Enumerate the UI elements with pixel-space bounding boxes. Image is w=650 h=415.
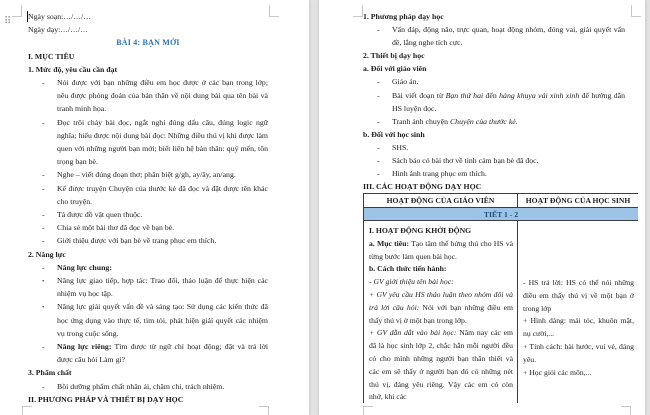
list-item: - Năng lực chung: <box>28 261 268 274</box>
page-canvas-left[interactable] <box>0 0 309 415</box>
list-item: - Đọc trôi chảy bài đọc, ngắt nghỉ đúng dấu câu, đúng logic ngữ nghĩa; hiểu được nội dung bài đọc: Những điều thú vị khi được làm quen với những người bạn mới; biết liên hệ bản thân: quý mến, tôn trọng bạn bè. <box>42 117 268 167</box>
activity-table-region <box>363 193 638 403</box>
margin-mark-bottom-left-icon <box>363 406 373 415</box>
dash-bullet-icon: - <box>42 236 45 246</box>
margin-mark-top-left-icon <box>353 5 363 17</box>
list-item: - Giáo án. <box>363 75 625 88</box>
dash-bullet-icon: - <box>42 170 45 180</box>
dash-bullet-icon: - <box>377 90 380 100</box>
pham-chat-heading: 3. Phẩm chất <box>28 368 72 378</box>
dash-bullet-icon: - <box>377 77 380 87</box>
list-item: - Giới thiệu được với bạn bè về trang phục em thích. <box>28 234 268 247</box>
list-item: - Bồi dưỡng phẩm chất nhân ái, chăm chỉ, trách nhiệm. <box>28 380 268 393</box>
list-item: - Vấn đáp, động não, trực quan, hoạt động nhóm, đóng vai, giải quyết vấn đề, lắng nghe tích cực. <box>377 25 625 48</box>
margin-mark-top-right-icon <box>269 5 279 17</box>
tiet-band: TIẾT 1 - 2 <box>364 208 639 221</box>
section-3-heading: III. CÁC HOẠT ĐỘNG DẠY HỌC <box>363 182 482 192</box>
phuong-phap-heading: 1. Phương pháp dạy học <box>363 12 444 21</box>
section-1-heading: I. MỤC TIÊU <box>28 51 75 61</box>
dash-bullet-icon: - <box>377 142 380 152</box>
dot-bullet-icon: • <box>42 278 45 286</box>
dot-bullet-icon: • <box>42 304 45 312</box>
list-item: - Hình ảnh trang phục em thích. <box>363 167 625 180</box>
list-item: - Nói được với bạn những điều em học được ở các bạn trong lớp; nêu được phỏng đoán của bản thân về nội dung bài qua tên bài và tranh minh họa. <box>42 78 268 114</box>
gv-activity-cell <box>364 221 518 404</box>
hoc-sinh-heading: b. Đối với học sinh <box>363 129 425 139</box>
left-page-content <box>28 10 268 406</box>
hs-answer-line: + Học giỏi các môn,... <box>523 367 592 377</box>
muc-do-heading: 1. Mức độ, yêu cầu cần đạt <box>28 64 118 74</box>
hs-answer-line: + Hình dáng: mái tóc, khuôn mặt, nụ cười,... <box>523 316 634 339</box>
date-taught-line: Ngày dạy:…/…/… <box>28 25 88 35</box>
dash-bullet-icon: - <box>42 210 45 220</box>
page-canvas-right[interactable] <box>319 0 645 415</box>
hs-activity-cell <box>518 221 639 404</box>
dash-bullet-icon: - <box>377 25 380 35</box>
thiet-bi-heading: 2. Thiết bị dạy học <box>363 51 425 61</box>
list-item: • Năng lực giải quyết vấn đề và sáng tạo: Sử dụng các kiến thức đã học ứng dụng vào thực tế, tìm tòi, phát hiện giải quyết các nhiệm vụ trong cuộc sống. <box>42 302 268 338</box>
list-item: - Bài viết đoạn từ Bạn thứ hai đến hàng khuya vải xinh xinh để hướng dẫn HS luyện đọc. <box>377 90 626 113</box>
lesson-title: BÀI 4: BẠN MỚI <box>116 38 180 48</box>
margin-mark-bottom-right-icon <box>259 406 269 415</box>
gv-step-line: + GV yêu cầu HS thảo luận theo nhóm đôi và trả lời câu hỏi: Nói với bạn những điều em thấy thú vị ở một bạn trong lớp. <box>369 289 513 325</box>
dash-bullet-icon: - <box>377 116 380 126</box>
dash-bullet-icon: - <box>42 342 45 352</box>
list-item: - Sách báo có bài thơ về tình cảm bạn bè đã đọc. <box>363 154 625 167</box>
list-item: - Tranh ảnh chuyện Chuyện của thước kẻ. <box>363 115 625 128</box>
dash-bullet-icon: - <box>42 183 45 193</box>
section-2-heading: II. PHƯƠNG PHÁP VÀ THIẾT BỊ DẠY HỌC <box>28 394 184 404</box>
table-header-hs: HOẠT ĐỘNG CỦA HỌC SINH <box>518 194 639 208</box>
list-item: - Kể được truyện Chuyện của thước kẻ đã đọc và đặt được tên khác cho truyện. <box>42 183 268 206</box>
margin-mark-top-right-icon <box>631 5 641 17</box>
margin-mark-bottom-left-icon <box>22 406 32 415</box>
dash-bullet-icon: - <box>42 117 45 127</box>
table-header-gv: HOẠT ĐỘNG CỦA GIÁO VIÊN <box>364 194 518 208</box>
dash-bullet-icon: - <box>42 262 45 272</box>
date-prepared-line: Ngày soạn:…/…/… <box>28 12 92 21</box>
dash-bullet-icon: - <box>42 223 45 233</box>
list-item: - Chia sẻ một bài thơ đã đọc về bạn bè. <box>28 221 268 234</box>
list-item: - Năng lực riêng: Tìm được từ ngữ chỉ hoạt động; đặt và trả lời được câu hỏi Làm gì? <box>42 342 268 365</box>
list-item: - SHS. <box>363 141 625 154</box>
paragraph-drag-handle-icon[interactable]: ⠿ <box>4 16 12 27</box>
list-item: - Tả được đồ vật quen thuộc. <box>28 208 268 221</box>
gv-step-line: - GV giới thiệu tên bài học: <box>369 277 454 287</box>
list-item: • Năng lực giao tiếp, hợp tác: Trao đổi, thảo luận để thực hiện các nhiệm vụ học tập. <box>42 276 268 299</box>
margin-mark-top-left-icon <box>12 5 22 17</box>
giao-vien-heading: a. Đối với giáo viên <box>363 64 427 74</box>
activity-table <box>363 193 638 403</box>
khoi-dong-heading: I. HOẠT ĐỘNG KHỞI ĐỘNG <box>369 226 472 235</box>
muc-tieu-line: a. Mục tiêu: Tạo tâm thế hứng thú cho HS và từng bước làm quen bài học. <box>369 238 514 261</box>
hs-answer-line: - HS trả lời: HS có thể nói những điều em thấy thú vị về một bạn ở trong lớp <box>523 278 634 313</box>
cach-thuc-line: b. Cách thức tiến hành: <box>369 264 447 274</box>
hs-answer-line: + Tính cách: hài hước, vui vẻ, đáng yêu. <box>523 341 634 364</box>
dash-bullet-icon: - <box>42 381 45 391</box>
dash-bullet-icon: - <box>42 78 45 88</box>
margin-mark-bottom-right-icon <box>621 406 631 415</box>
list-item: - Nghe – viết đúng đoạn thơ; phân biệt g/gh, ay/ây, an/ang. <box>28 168 268 181</box>
gv-step-line: + GV dẫn dắt vào bài học: Năm nay các em đã là học sinh lớp 2, chắc hẳn mỗi người đều có cho mình những người bạn thân thiết và các em sẽ thấy ở người bạn đó có những nét thú vị, đáng yêu riêng. Vậy các em có còn nhớ, khi các <box>369 328 514 402</box>
dash-bullet-icon: - <box>377 169 380 179</box>
right-page-content <box>363 10 625 193</box>
dash-bullet-icon: - <box>377 156 380 166</box>
nang-luc-heading: 2. Năng lực <box>28 249 66 259</box>
